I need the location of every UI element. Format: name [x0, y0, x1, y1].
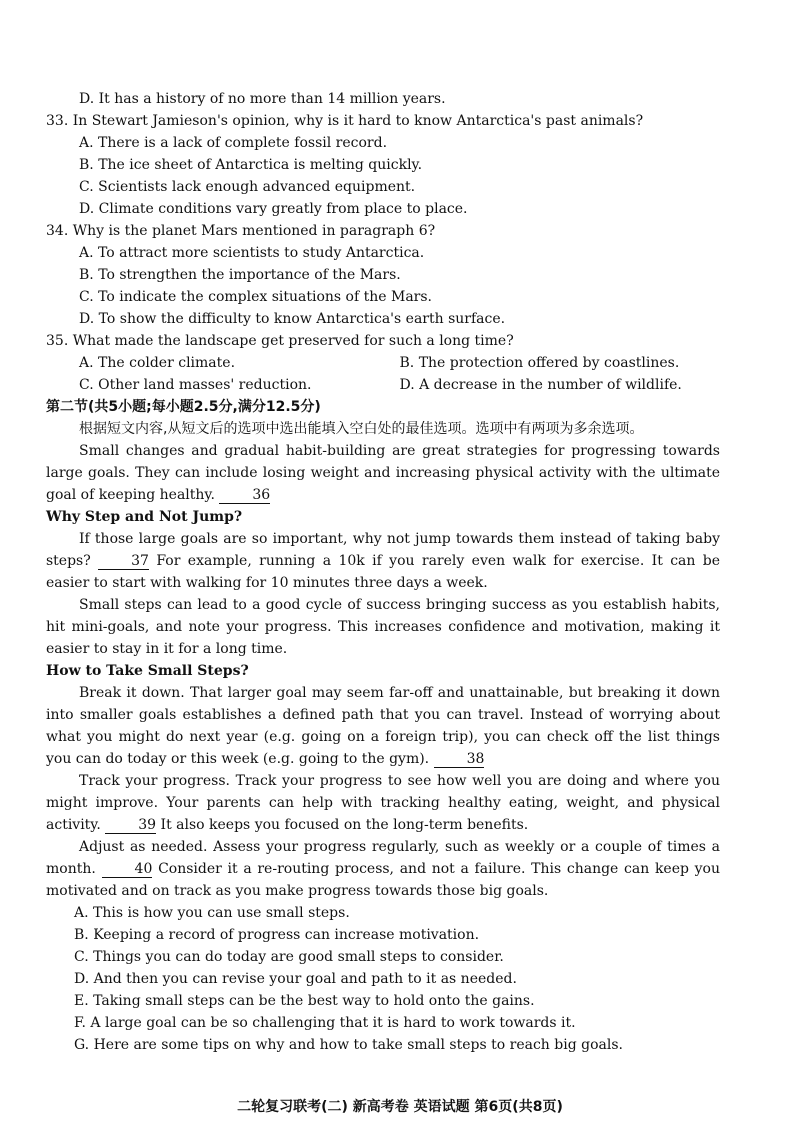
choice-d: D. And then you can revise your goal and path to it as needed. — [74, 971, 517, 987]
passage-paragraph-4 — [46, 682, 720, 770]
blank-37: 37 — [98, 553, 149, 570]
q34-option-a: A. To attract more scientists to study Antarctica. — [79, 245, 425, 261]
q35-option-b: B. The protection offered by coastlines. — [399, 355, 680, 371]
q35-options-row-1 — [46, 352, 720, 374]
passage-paragraph-3: Small steps can lead to a good cycle of success bringing success as you establish habits, hit mini-goals, and note your progress. This increases confidence and motivation, making it easier to stay in it for a long time. — [46, 597, 720, 657]
paragraph-5-text-b: It also keeps you focused on the long-term benefits. — [160, 817, 529, 833]
q34-option-b: B. To strengthen the importance of the Mars. — [79, 267, 401, 283]
choice-c: C. Things you can do today are good small steps to consider. — [74, 949, 504, 965]
q34-stem: 34. Why is the planet Mars mentioned in paragraph 6? — [46, 223, 436, 239]
q35-option-d: D. A decrease in the number of wildlife. — [399, 377, 682, 393]
q35-option-c: C. Other land masses' reduction. — [79, 377, 312, 393]
paragraph-2-text-a: If those large goals are so important, why not jump towards them instead of taking baby steps? — [46, 531, 720, 569]
passage-paragraph-1 — [46, 440, 720, 506]
blank-40: 40 — [102, 861, 153, 878]
blank-38: 38 — [434, 751, 485, 768]
choice-g: G. Here are some tips on why and how to take small steps to reach big goals. — [74, 1037, 623, 1053]
paragraph-6-text-b: Consider it a re-routing process, and not a failure. This change can keep you motivated and on track as you make progress towards those big goals. — [46, 861, 721, 899]
q34-option-d: D. To show the difficulty to know Antarctica's earth surface. — [79, 311, 506, 327]
passage-paragraph-6 — [46, 836, 720, 902]
page-footer: 二轮复习联考(二) 新高考卷 英语试题 第6页(共8页) — [237, 1099, 563, 1115]
paragraph-4-text: Break it down. That larger goal may seem far-off and unattainable, but breaking it down into smaller goals establishes a defined path that you can travel. Instead of worrying about what you might do next year (e.g. going on a foreign trip), you can check off the list things you can do today or this week (e.g. going to the gym). — [46, 685, 720, 767]
passage-paragraph-5 — [46, 770, 720, 836]
choice-a: A. This is how you can use small steps. — [74, 905, 350, 921]
q33-option-a: A. There is a lack of complete fossil record. — [79, 135, 388, 151]
section-instruction: 根据短文内容,从短文后的选项中选出能填入空白处的最佳选项。选项中有两项为多余选项。 — [79, 421, 644, 437]
q33-option-d: D. Climate conditions vary greatly from place to place. — [79, 201, 468, 217]
q33-stem: 33. In Stewart Jamieson's opinion, why is it hard to know Antarctica's past animals? — [46, 113, 644, 129]
heading-how-to: How to Take Small Steps? — [46, 663, 249, 679]
blank-39: 39 — [105, 817, 156, 834]
choice-f: F. A large goal can be so challenging that it is hard to work towards it. — [74, 1015, 576, 1031]
q34-option-c: C. To indicate the complex situations of the Mars. — [79, 289, 433, 305]
section-title: 第二节(共5小题;每小题2.5分,满分12.5分) — [46, 399, 321, 415]
paragraph-1-text: Small changes and gradual habit-building are great strategies for progressing towards large goals. They can include losing weight and increasing physical activity with the ultimate goal of keeping healthy. — [46, 443, 720, 503]
choice-b: B. Keeping a record of progress can increase motivation. — [74, 927, 480, 943]
choice-e: E. Taking small steps can be the best way to hold onto the gains. — [74, 993, 535, 1009]
paragraph-6-text-a: Adjust as needed. Assess your progress regularly, such as weekly or a couple of times a month. — [46, 839, 720, 877]
q32-option-d: D. It has a history of no more than 14 million years. — [79, 91, 446, 107]
q33-option-c: C. Scientists lack enough advanced equipment. — [79, 179, 416, 195]
q35-stem: 35. What made the landscape get preserved for such a long time? — [46, 333, 514, 349]
paragraph-5-text-a: Track your progress. Track your progress to see how well you are doing and where you might improve. Your parents can help with tracking healthy eating, weight, and physical activity. — [46, 773, 720, 833]
heading-why-step: Why Step and Not Jump? — [46, 509, 243, 525]
paragraph-2-text-b: For example, running a 10k if you rarely even walk for exercise. It can be easier to start with walking for 10 minutes three days a week. — [46, 553, 721, 591]
blank-36: 36 — [219, 487, 270, 504]
q33-option-b: B. The ice sheet of Antarctica is melting quickly. — [79, 157, 423, 173]
exam-page — [46, 88, 720, 1056]
q35-options-row-2 — [46, 374, 720, 396]
q35-option-a: A. The colder climate. — [79, 355, 236, 371]
passage-paragraph-2 — [46, 528, 720, 594]
